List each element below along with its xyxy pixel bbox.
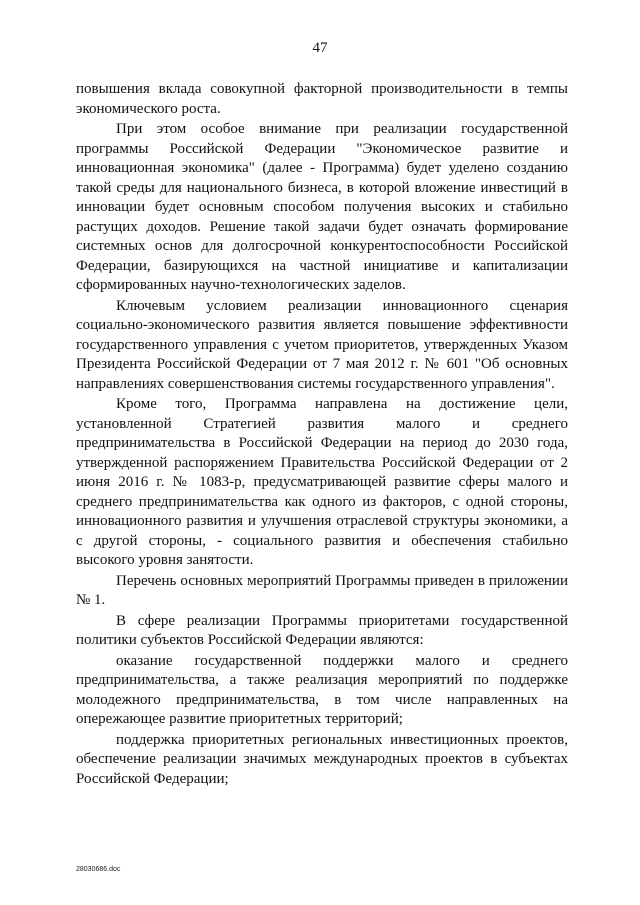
paragraph: оказание государственной поддержки малого и среднего предпринимательства, а также реализация мероприятий по поддержке молодежного предпринимательства, в том числе направленных на опережающее развитие приоритетных территорий; [76, 652, 568, 727]
paragraph: поддержка приоритетных региональных инвестиционных проектов, обеспечение реализации значимых международных проектов в субъектах Российской Федерации; [76, 731, 568, 787]
paragraph: При этом особое внимание при реализации государственной программы Российской Федерации "Экономическое развитие и инновационная экономика" (далее - Программа) будет уделено созданию такой среды для национального бизнеса, в которой вложение инвестиций в инновации будет основным способом получения высоких и стабильно растущих доходов. Решение такой задачи будет означать формирование системных основ для долгосрочной конкурентоспособности Российской Федерации, базирующихся на частной инициативе и капитализации сформированных научно-технологических заделов. [76, 121, 568, 293]
page-number: 47 [312, 40, 328, 56]
paragraph: повышения вклада совокупной факторной производительности в темпы экономического роста. [76, 81, 568, 117]
document-body [76, 80, 568, 790]
file-name-footer: 28030686.doc [76, 866, 121, 873]
paragraph: Ключевым условием реализации инновационного сценария социально-экономического развития является повышение эффективности государственного управления с учетом приоритетов, утвержденных Указом Президента Российской Федерации от 7 мая 2012 г. № 601 "Об основных направлениях совершенствования системы государственного управления". [76, 297, 568, 392]
paragraph: Перечень основных мероприятий Программы приведен в приложении № 1. [76, 572, 568, 608]
paragraph: Кроме того, Программа направлена на достижение цели, установленной Стратегией развития малого и среднего предпринимательства в Российской Федерации на период до 2030 года, утвержденной распоряжением Правительства Российской Федерации от 2 июня 2016 г. № 1083-р, предусматривающей развитие сферы малого и среднего предпринимательства как одного из факторов, с одной стороны, инновационного развития и улучшения отраслевой структуры экономики, а с другой стороны, - социального развития и обеспечения стабильно высокого уровня занятости. [76, 396, 568, 568]
paragraph: В сфере реализации Программы приоритетами государственной политики субъектов Российской Федерации являются: [76, 612, 568, 648]
